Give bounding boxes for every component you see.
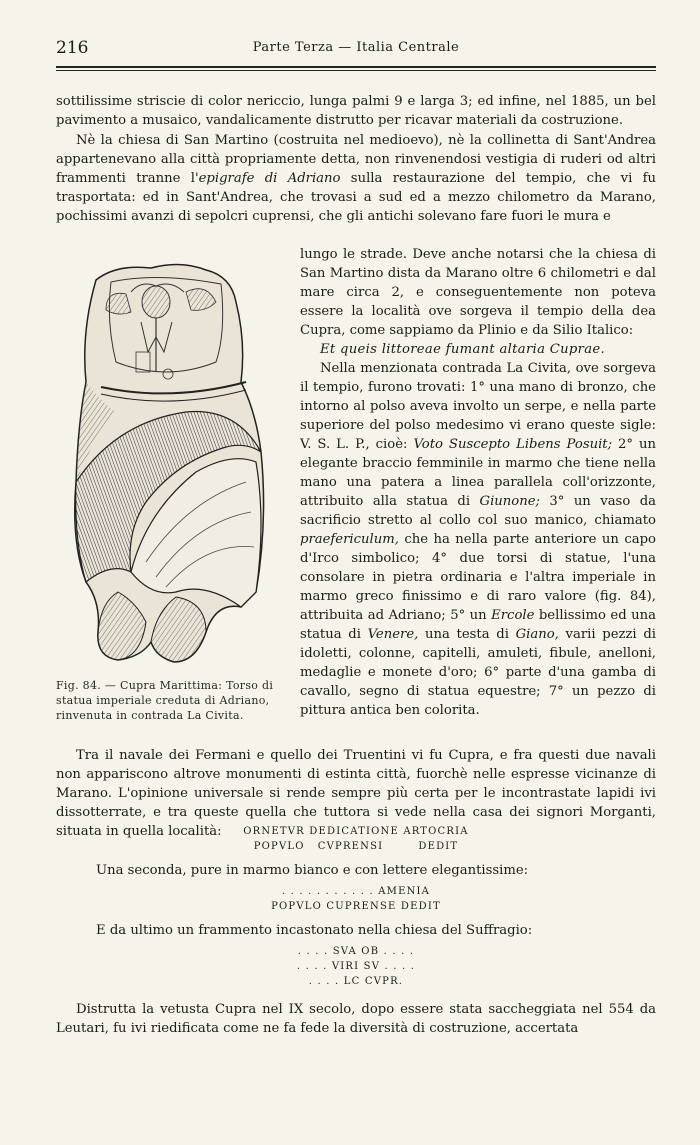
figure-caption: Fig. 84. — Cupra Marittima: Torso di statua imperiale creduta di Adriano, rinvenuta in contrada La Civita. [56,679,274,722]
inscription-morganti [56,824,656,854]
header-rule [56,66,656,68]
header-rule-thin [56,70,656,71]
inscription-line: . . . . SVA OB . . . . [297,946,415,957]
inscription-suffragio [56,944,656,989]
inscription-line: POPVLO CVPRENSI DEDIT [253,841,459,852]
paragraph-navali: Tra il navale dei Fermani e quello dei Truentini vi fu Cupra, e fra questi due navali non appariscono altrove monumenti di estinta città, fuorchè nelle espresse vicinanze di Marano. L'opinione universale si rende sempre più certa per le incontrastate lapidi ivi dissotterrate, e tra queste quella che tuttora si vede nella casa dei signori Morganti, situata in quella località: [56,748,656,839]
paragraph-intro-continued: sottilissime striscie di color nericcio, lunga palmi 9 e larga 3; ed infine, nel 1885, un bel pavimento a musaico, vandalicamente distrutto per ricavar materiali da costruzione. [56,94,656,128]
paragraph-finds-list: Nella menzionata contrada La Civita, ove sorgeva il tempio, furono trovati: 1° una mano di bronzo, che intorno al polso aveva involto un serpe, e nella parte superiore del polso medesimo vi erano queste sigle: V. S. L. P., cioè: Voto Suscepto Libens Posuit; 2° un elegante braccio femminile in marmo che tiene nella mano una patera a linea parallela coll'orizzonte, attribuito alla statua di Giunone; 3° un vaso da sacrificio stretto al collo col suo manico, chiamato praefericulum, che ha nella parte anteriore un capo d'Irco simbolico; 4° due torsi di statue, l'una consolare in pietra ordinaria e l'altra imperiale in marmo greco finissimo e di raro valore (fig. 84), attribuita ad Adriano; 5° un Ercole bellissimo ed una statua di Venere, una testa di Giano, varii pezzi di idoletti, colonne, capitelli, amuleti, fibule, anelloni, medaglie e monete d'oro; 6° parte d'una gamba di cavallo, segno di statua equestre; 7° un pezzo di pittura antica ben colorita. [300,361,656,718]
page-header [56,36,656,58]
paragraph-seconda: Una seconda, pure in marmo bianco e con lettere elegantissime: [96,863,529,878]
paragraph-ultimo: E da ultimo un frammento incastonato nella chiesa del Suffragio: [96,923,533,938]
running-head: Parte Terza — Italia Centrale [252,40,460,55]
inscription-second [56,884,656,914]
paragraph-distrutta: Distrutta la vetusta Cupra nel IX secolo, dopo essere stata saccheggiata nel 554 da Leutari, fu ivi riedificata come ne fa fede la diversità di costruzione, accertata [56,1002,656,1036]
torso-drawing [56,262,292,672]
inscription-line: . . . . VIRI SV . . . . [296,961,416,972]
italic-epigrafe: epigrafe di Adriano [198,171,341,186]
paragraph-distance-marano: lungo le strade. Deve anche notarsi che la chiesa di San Martino dista da Marano oltre 6 chilometri e dal mare circa 2, e conseguentemente non poteva essere la località ove sorgeva il tempio della dea Cupra, come sappiamo da Plinio e da Silio Italico: [300,247,656,338]
paragraph-san-martino: Nè la chiesa di San Martino (costruita nel medioevo), nè la collinetta di Sant'Andrea appartenevano alla città propriamente detta, non rinvenendosi vestigia di ruderi od altri frammenti tranne l'epigrafe di Adriano sulla restaurazione del tempio, che vi fu trasportata: ed in Sant'Andrea, che trovasi a sud ed a mezzo chilometro da Marano, pochissimi avanzi di sepolcri cuprensi, che gli antichi solevano fare fuori le mura e [56,133,657,224]
inscription-line: POPVLO CUPRENSE DEDIT [271,901,441,912]
inscription-line: . . . . . . . . . . . AMENIA [281,886,431,897]
right-column [300,245,656,720]
inscription-line: ORNETVR DEDICATIONE ARTOCRIA [243,826,469,837]
inscription-line: . . . . LC CVPR. [308,976,404,987]
figure-torso-illustration [56,262,292,672]
quotation-silius: Et queis littoreae fumant altaria Cuprae. [320,342,606,357]
page-number: 216 [56,38,89,58]
